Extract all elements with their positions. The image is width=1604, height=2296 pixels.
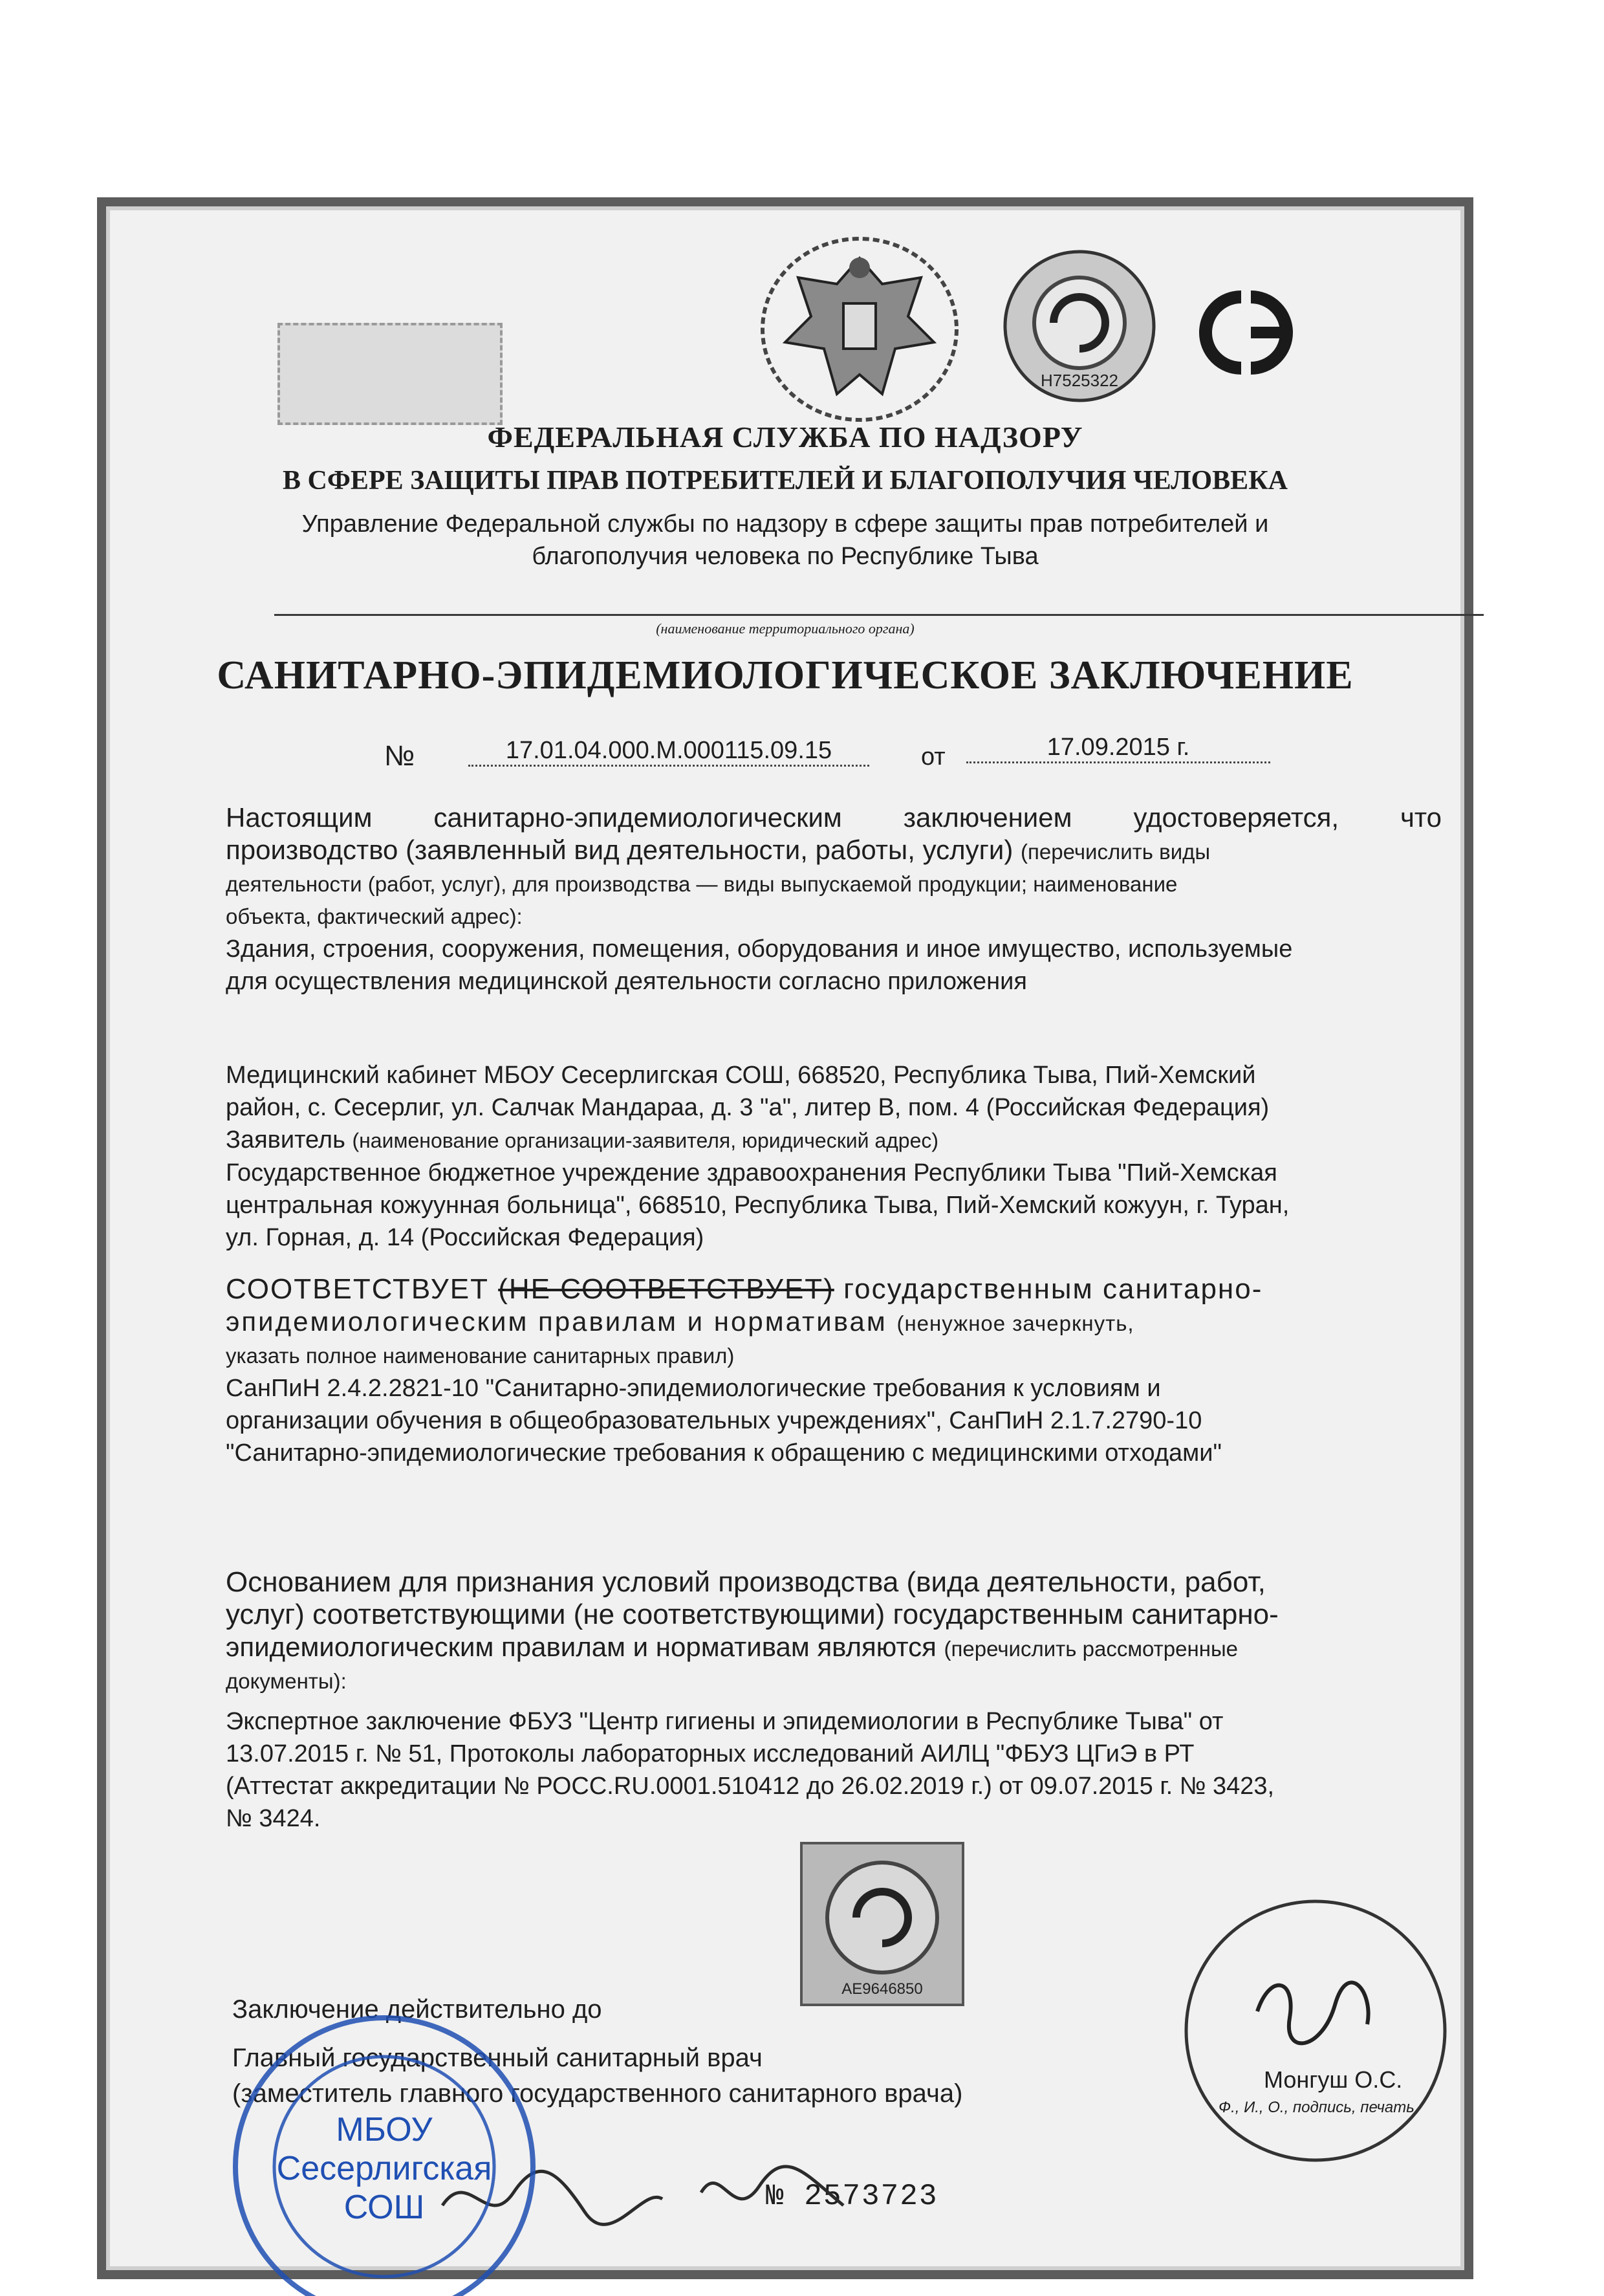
complies-rest: государственным санитарно-: [843, 1273, 1263, 1305]
signer-seal-outline: [1180, 1895, 1451, 2167]
stamp-line2: Сесерлигская: [276, 2150, 492, 2187]
basis-line2: услуг) соответствующими (не соответствующими) государственным санитарно-: [226, 1599, 1279, 1630]
valid-until: Заключение действительно до: [232, 1995, 602, 2024]
basis-line3: [226, 1631, 1442, 1665]
applicant-row: [226, 1124, 1442, 1157]
expert-line3: (Аттестат аккредитации № РОСС.RU.0001.510412 до 26.02.2019 г.) от 09.07.2015 г. № 3423,: [226, 1773, 1275, 1800]
applicant-caption: (наименование организации-заявителя, юридический адрес): [352, 1129, 939, 1152]
basis-line3-small: (перечислить рассмотренные: [944, 1637, 1239, 1661]
bottom-hologram-icon: [798, 1840, 966, 2008]
complies-word: СООТВЕТСТВУЕТ: [226, 1273, 489, 1305]
se-logo-icon: [1180, 284, 1322, 381]
applicant-label: Заявитель: [226, 1126, 345, 1153]
certificate-sheet: [97, 197, 1473, 2279]
complies-line2-small: (ненужное зачеркнуть,: [896, 1311, 1134, 1335]
intro-line4: объекта, фактический адрес):: [226, 904, 523, 928]
complies-line1: [226, 1273, 1442, 1306]
school-round-stamp: [216, 2011, 552, 2296]
hologram-seal-icon: [999, 245, 1160, 407]
intro-line3: деятельности (работ, услуг), для производства — виды выпускаемой продукции; наименование: [226, 872, 1178, 896]
agency-name-line1: ФЕДЕРАЛЬНАЯ СЛУЖБА ПО НАДЗОРУ: [487, 421, 1083, 454]
complies-line3: указать полное наименование санитарных правил): [226, 1344, 735, 1368]
body-text: [226, 802, 1442, 1835]
agency-name-line2: В СФЕРЕ ЗАЩИТЫ ПРАВ ПОТРЕБИТЕЛЕЙ И БЛАГОПОЛУЧИЯ ЧЕЛОВЕКА: [283, 466, 1288, 496]
intro-line2-small: (перечислить виды: [1021, 840, 1211, 864]
hologram-code: H7525322: [1041, 371, 1118, 390]
org-underline: [274, 614, 1484, 616]
applicant-line2: центральная кожуунная больница", 668510, Республика Тыва, Пий-Хемский кожуун, г. Туран,: [226, 1192, 1290, 1219]
document-title: САНИТАРНО-ЭПИДЕМИОЛОГИЧЕСКОЕ ЗАКЛЮЧЕНИЕ: [217, 653, 1354, 697]
from-label: от: [921, 743, 946, 771]
bottom-hologram-code: AE9646850: [841, 1980, 923, 1998]
intro-line2-main: производство (заявленный вид деятельности, работы, услуги): [226, 835, 1013, 865]
document-number: 17.01.04.000.М.000115.09.15: [468, 737, 869, 767]
complies-line2: [226, 1306, 1442, 1340]
rules-line2: организации обучения в общеобразовательных учреждениях", СанПиН 2.1.7.2790-10: [226, 1407, 1202, 1434]
serial-number: № 2573723: [766, 2180, 938, 2213]
rules-line1: СанПиН 2.4.2.2821-10 "Санитарно-эпидемиологические требования к условиям и: [226, 1375, 1161, 1402]
applicant-line1: Государственное бюджетное учреждение здравоохранения Республики Тыва "Пий-Хемская: [226, 1159, 1277, 1186]
department-line1: Управление Федеральной службы по надзору в сфере защиты прав потребителей и: [301, 510, 1269, 538]
chief-doctor: Главный государственный санитарный врач: [232, 2044, 763, 2072]
activity-line2: для осуществления медицинской деятельности согласно приложения: [226, 968, 1027, 995]
activity-line1: Здания, строения, сооружения, помещения, оборудования и иное имущество, используемые: [226, 935, 1293, 963]
applicant-line3: ул. Горная, д. 14 (Российская Федерация): [226, 1224, 704, 1251]
coat-of-arms-emblem: [753, 232, 966, 426]
rules-line3: "Санитарно-эпидемиологические требования к обращению с медицинскими отходами": [226, 1439, 1222, 1467]
complies-line2-main: эпидемиологическим правилам и нормативам: [226, 1306, 887, 1337]
org-caption: (наименование территориального органа): [656, 620, 915, 637]
not-complies-struck: (НЕ СООТВЕТСТВУЕТ): [498, 1273, 834, 1305]
document-date: 17.09.2015 г.: [966, 734, 1270, 763]
department-line2: благополучия человека по Республике Тыва: [532, 543, 1039, 570]
number-label: №: [384, 740, 415, 772]
signer-name: Монгуш О.С.: [1264, 2066, 1403, 2093]
expert-line2: 13.07.2015 г. № 51, Протоколы лабораторных исследований АИЛЦ "ФБУЗ ЦГиЭ в РТ: [226, 1740, 1195, 1767]
expert-line4: № 3424.: [226, 1805, 321, 1832]
signer-caption: Ф., И., О., подпись, печать: [1219, 2099, 1414, 2116]
deputy-doctor: (заместитель главного государственного санитарного врача): [232, 2079, 963, 2108]
intro-line1: Настоящим санитарно-эпидемиологическим заключением удостоверяется, что: [226, 802, 1442, 833]
basis-line1: Основанием для признания условий производства (вида деятельности, работ,: [226, 1566, 1266, 1598]
expert-line1: Экспертное заключение ФБУЗ "Центр гигиены и эпидемиологии в Республике Тыва" от: [226, 1708, 1224, 1735]
basis-line4: документы):: [226, 1669, 347, 1693]
intro-line2: [226, 834, 1442, 868]
signature-scribble: [1257, 1982, 1369, 2043]
stamp-line1: МБОУ: [336, 2111, 433, 2148]
object-line1: Медицинский кабинет МБОУ Сесерлигская СОШ, 668520, Республика Тыва, Пий-Хемский: [226, 1062, 1256, 1089]
stamp-line3: СОШ: [343, 2189, 425, 2226]
object-line2: район, с. Сесерлиг, ул. Салчак Мандараа, д. 3 "а", литер В, пом. 4 (Российская Федерация): [226, 1094, 1270, 1121]
faded-stamp-box: [277, 323, 503, 425]
basis-line3-main: эпидемиологическим правилам и нормативам являются: [226, 1632, 937, 1662]
